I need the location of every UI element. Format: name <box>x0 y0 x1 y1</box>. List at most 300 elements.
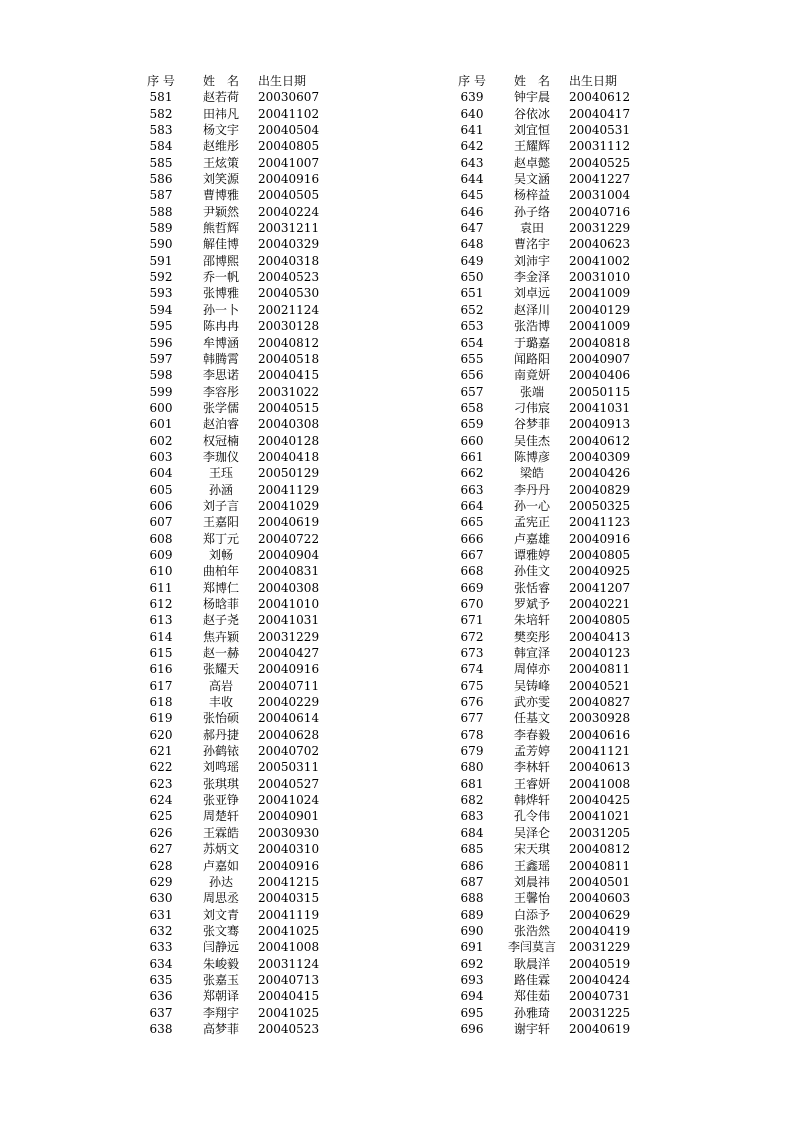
student-name: 张琪琪 <box>202 776 239 791</box>
serial-number: 667 <box>460 547 484 562</box>
birth-date: 20040925 <box>569 564 631 579</box>
serial-number: 680 <box>460 760 484 775</box>
student-name: 张嘉玉 <box>202 972 239 987</box>
student-name: 王嘉阳 <box>202 515 239 530</box>
student-name: 朱峻毅 <box>202 956 239 971</box>
birth-date: 20040916 <box>258 172 320 187</box>
birth-date: 20040315 <box>258 891 320 906</box>
student-name: 王炫策 <box>202 155 239 170</box>
student-name: 张亚铮 <box>202 793 239 808</box>
student-name: 朱培轩 <box>513 613 550 628</box>
serial-number: 639 <box>460 90 484 105</box>
birth-date: 20040916 <box>258 662 320 677</box>
birth-date: 20041207 <box>569 580 631 595</box>
birth-date: 20041025 <box>258 1005 320 1020</box>
birth-date: 20041029 <box>258 498 320 513</box>
serial-number: 581 <box>149 90 173 105</box>
student-name: 杨晗菲 <box>202 597 239 611</box>
serial-number: 652 <box>460 302 484 317</box>
student-name: 解佳博 <box>202 237 239 252</box>
birth-date: 20040310 <box>258 842 320 857</box>
birth-date: 20040519 <box>569 956 631 971</box>
birth-date: 20041025 <box>258 923 320 938</box>
student-name: 杨文宇 <box>202 123 239 138</box>
birth-date: 20040415 <box>258 989 320 1004</box>
birth-date: 20030930 <box>258 825 320 840</box>
student-name: 武亦雯 <box>513 695 550 710</box>
birth-date: 20041121 <box>569 744 631 759</box>
serial-number: 660 <box>460 433 484 448</box>
birth-date: 20040419 <box>569 923 631 938</box>
header-name: 姓 名 <box>202 74 239 88</box>
birth-date: 20040427 <box>258 646 320 661</box>
student-name: 谭雅婷 <box>513 547 550 562</box>
student-name: 赵泽川 <box>513 302 550 317</box>
birth-date: 20040425 <box>569 793 631 808</box>
student-name: 李闫莫言 <box>507 940 556 955</box>
birth-date: 20040129 <box>569 302 631 317</box>
serial-number: 689 <box>460 907 484 922</box>
birth-date: 20031112 <box>569 139 631 154</box>
student-name: 邵博熙 <box>202 253 239 268</box>
birth-date: 20041010 <box>258 597 320 611</box>
serial-number: 684 <box>460 825 484 840</box>
student-name: 赵维彤 <box>202 139 239 154</box>
serial-number: 679 <box>460 744 484 759</box>
serial-number: 607 <box>149 515 173 530</box>
birth-date: 20040123 <box>569 646 631 661</box>
serial-number: 584 <box>149 139 173 154</box>
student-name: 郑佳茹 <box>513 989 550 1004</box>
birth-date: 20021124 <box>258 302 320 317</box>
birth-date: 20031124 <box>258 956 320 971</box>
birth-date: 20040504 <box>258 123 320 138</box>
serial-number: 588 <box>149 204 173 219</box>
student-name: 杨梓益 <box>513 188 550 203</box>
student-name: 孔令伟 <box>513 809 550 824</box>
birth-date: 20040619 <box>569 1021 631 1036</box>
birth-date: 20031229 <box>258 629 320 644</box>
header-serial-number: 序 号 <box>147 74 175 88</box>
serial-number: 628 <box>149 858 173 873</box>
birth-date: 20040612 <box>569 433 631 448</box>
student-name: 王鑫瑶 <box>513 858 550 873</box>
birth-date: 20040415 <box>258 368 320 383</box>
student-name: 周思丞 <box>202 891 239 906</box>
serial-number: 594 <box>149 302 173 317</box>
birth-date: 20040505 <box>258 188 320 203</box>
serial-number: 661 <box>460 449 484 464</box>
student-name: 李丹丹 <box>513 482 550 497</box>
serial-number: 646 <box>460 204 484 219</box>
serial-number: 694 <box>460 989 484 1004</box>
student-name: 权冠楠 <box>202 433 239 448</box>
birth-date: 20040616 <box>569 727 631 742</box>
serial-number: 686 <box>460 858 484 873</box>
serial-number: 653 <box>460 319 484 334</box>
birth-date: 20040818 <box>569 335 631 350</box>
student-name: 刘宜恒 <box>513 123 550 138</box>
birth-date: 20040406 <box>569 368 631 383</box>
serial-number: 696 <box>460 1021 484 1036</box>
student-name: 刘鸣瑶 <box>202 760 239 775</box>
birth-date: 20040811 <box>569 662 631 677</box>
student-name: 孙一卜 <box>202 302 239 317</box>
student-name: 孙子络 <box>513 204 550 219</box>
serial-number: 673 <box>460 646 484 661</box>
student-name: 郑博仁 <box>202 580 239 595</box>
serial-number: 599 <box>149 384 173 399</box>
student-name: 周倬亦 <box>513 662 550 677</box>
serial-number: 625 <box>149 809 173 824</box>
birth-date: 20030128 <box>258 319 320 334</box>
serial-number: 670 <box>460 597 484 611</box>
birth-date: 20040224 <box>258 204 320 219</box>
birth-date: 20041008 <box>569 776 631 791</box>
birth-date: 20040904 <box>258 547 320 562</box>
student-name: 张端 <box>519 384 544 399</box>
serial-number: 613 <box>149 613 173 628</box>
student-name: 牟博涵 <box>202 335 239 350</box>
serial-number: 642 <box>460 139 484 154</box>
birth-date: 20040907 <box>569 351 631 366</box>
birth-date: 20031004 <box>569 188 631 203</box>
student-name: 于璐嘉 <box>513 335 550 350</box>
birth-date: 20040527 <box>258 776 320 791</box>
serial-number: 685 <box>460 842 484 857</box>
serial-number: 693 <box>460 972 484 987</box>
student-name: 刘晨祎 <box>513 874 550 889</box>
student-name: 田祎凡 <box>202 106 239 121</box>
student-name: 韩烨轩 <box>513 793 550 808</box>
serial-number: 671 <box>460 613 484 628</box>
student-name: 高梦菲 <box>202 1021 239 1036</box>
birth-date: 20040424 <box>569 972 631 987</box>
student-name: 李珈仪 <box>202 449 239 464</box>
birth-date: 20040128 <box>258 433 320 448</box>
serial-number: 612 <box>149 597 173 611</box>
birth-date: 20040713 <box>258 972 320 987</box>
student-name: 刘畅 <box>208 547 233 562</box>
serial-number: 614 <box>149 629 173 644</box>
birth-date: 20050311 <box>258 760 320 775</box>
birth-date: 20031211 <box>258 221 320 236</box>
student-name: 张耀天 <box>202 662 239 677</box>
student-name: 郑丁元 <box>202 531 239 546</box>
student-name: 宋天琪 <box>513 842 550 857</box>
serial-number: 627 <box>149 842 173 857</box>
student-name: 李林轩 <box>513 760 550 775</box>
serial-number: 629 <box>149 874 173 889</box>
serial-number: 657 <box>460 384 484 399</box>
serial-number: 585 <box>149 155 173 170</box>
birth-date: 20040308 <box>258 580 320 595</box>
birth-date: 20040523 <box>258 1021 320 1036</box>
serial-number: 595 <box>149 319 173 334</box>
birth-date: 20030607 <box>258 90 320 105</box>
serial-number: 677 <box>460 711 484 726</box>
serial-number: 645 <box>460 188 484 203</box>
serial-number: 586 <box>149 172 173 187</box>
serial-number: 658 <box>460 400 484 415</box>
serial-number: 678 <box>460 727 484 742</box>
serial-number: 640 <box>460 106 484 121</box>
birth-date: 20040812 <box>258 335 320 350</box>
birth-date: 20041021 <box>569 809 631 824</box>
student-name: 张恬睿 <box>513 580 550 595</box>
serial-number: 598 <box>149 368 173 383</box>
serial-number: 633 <box>149 940 173 955</box>
student-name: 孟宪正 <box>513 515 550 530</box>
serial-number: 674 <box>460 662 484 677</box>
student-name: 卢嘉雄 <box>513 531 550 546</box>
serial-number: 695 <box>460 1005 484 1020</box>
student-name: 韩腾霄 <box>202 351 239 366</box>
birth-date: 20040829 <box>569 482 631 497</box>
serial-number: 672 <box>460 629 484 644</box>
serial-number: 611 <box>149 580 173 595</box>
serial-number: 623 <box>149 776 173 791</box>
serial-number: 583 <box>149 123 173 138</box>
student-name: 孙一心 <box>513 498 550 513</box>
birth-date: 20040221 <box>569 597 631 611</box>
student-name: 王珏 <box>208 466 233 481</box>
student-name: 王耀辉 <box>513 139 550 154</box>
student-name: 赵泊睿 <box>202 417 239 432</box>
student-name: 郝丹捷 <box>202 727 239 742</box>
birth-date: 20040613 <box>569 760 631 775</box>
birth-date: 20040309 <box>569 449 631 464</box>
student-name: 乔一帆 <box>202 270 239 285</box>
student-name: 刘卓远 <box>513 286 550 301</box>
serial-number: 676 <box>460 695 484 710</box>
birth-date: 20031225 <box>569 1005 631 1020</box>
student-name: 孟芳婷 <box>513 744 550 759</box>
serial-number: 603 <box>149 449 173 464</box>
header-birth-date: 出生日期 <box>258 74 307 88</box>
serial-number: 602 <box>149 433 173 448</box>
student-name: 卢嘉如 <box>202 858 239 873</box>
serial-number: 651 <box>460 286 484 301</box>
birth-date: 20040805 <box>569 613 631 628</box>
student-name: 张文骞 <box>202 923 239 938</box>
birth-date: 20040523 <box>258 270 320 285</box>
birth-date: 20041031 <box>258 613 320 628</box>
serial-number: 619 <box>149 711 173 726</box>
student-name: 赵一赫 <box>202 646 239 661</box>
serial-number: 656 <box>460 368 484 383</box>
birth-date: 20040515 <box>258 400 320 415</box>
serial-number: 606 <box>149 498 173 513</box>
serial-number: 663 <box>460 482 484 497</box>
birth-date: 20041031 <box>569 400 631 415</box>
birth-date: 20040811 <box>569 858 631 873</box>
serial-number: 587 <box>149 188 173 203</box>
student-name: 陈博彦 <box>513 449 550 464</box>
student-name: 樊奕彤 <box>513 629 550 644</box>
birth-date: 20050129 <box>258 466 320 481</box>
serial-number: 582 <box>149 106 173 121</box>
birth-date: 20041119 <box>258 907 320 922</box>
birth-date: 20040426 <box>569 466 631 481</box>
birth-date: 20040629 <box>569 907 631 922</box>
serial-number: 590 <box>149 237 173 252</box>
serial-number: 655 <box>460 351 484 366</box>
birth-date: 20040702 <box>258 744 320 759</box>
birth-date: 20041129 <box>258 482 320 497</box>
birth-date: 20040525 <box>569 155 631 170</box>
student-name: 赵若荷 <box>202 90 239 105</box>
serial-number: 615 <box>149 646 173 661</box>
birth-date: 20040413 <box>569 629 631 644</box>
student-name: 曲柏年 <box>202 564 239 579</box>
student-name: 白添予 <box>513 907 550 922</box>
birth-date: 20040812 <box>569 842 631 857</box>
student-name: 张浩然 <box>513 923 550 938</box>
serial-number: 683 <box>460 809 484 824</box>
birth-date: 20041008 <box>258 940 320 955</box>
birth-date: 20040318 <box>258 253 320 268</box>
student-name: 李容彤 <box>202 384 239 399</box>
birth-date: 20040805 <box>258 139 320 154</box>
serial-number: 632 <box>149 923 173 938</box>
student-name: 钟宇晨 <box>513 90 550 105</box>
birth-date: 20041102 <box>258 106 320 121</box>
birth-date: 20040831 <box>258 564 320 579</box>
student-name: 王睿妍 <box>513 776 550 791</box>
serial-number: 643 <box>460 155 484 170</box>
student-name: 闻路阳 <box>513 351 550 366</box>
student-name: 王馨怡 <box>513 891 550 906</box>
student-name: 吴佳杰 <box>513 433 550 448</box>
serial-number: 600 <box>149 400 173 415</box>
student-name: 罗斌予 <box>513 597 550 611</box>
serial-number: 624 <box>149 793 173 808</box>
student-name: 周楚轩 <box>202 809 239 824</box>
student-name: 梁皓 <box>519 466 544 481</box>
serial-number: 681 <box>460 776 484 791</box>
serial-number: 617 <box>149 678 173 693</box>
student-name: 高岩 <box>208 678 233 693</box>
serial-number: 597 <box>149 351 173 366</box>
student-name: 张学儒 <box>202 400 239 415</box>
serial-number: 675 <box>460 678 484 693</box>
student-name: 曹博雅 <box>202 188 239 203</box>
student-name: 闫静远 <box>202 940 239 955</box>
student-name: 孙达 <box>208 874 233 889</box>
birth-date: 20041002 <box>569 253 631 268</box>
birth-date: 20040418 <box>258 449 320 464</box>
serial-number: 666 <box>460 531 484 546</box>
birth-date: 20040711 <box>258 678 320 693</box>
serial-number: 650 <box>460 270 484 285</box>
birth-date: 20041227 <box>569 172 631 187</box>
serial-number: 618 <box>149 695 173 710</box>
birth-date: 20031229 <box>569 940 631 955</box>
serial-number: 592 <box>149 270 173 285</box>
student-name: 焦卉颖 <box>202 629 239 644</box>
birth-date: 20041215 <box>258 874 320 889</box>
birth-date: 20040722 <box>258 531 320 546</box>
serial-number: 630 <box>149 891 173 906</box>
student-name: 刘子言 <box>202 498 239 513</box>
header-name: 姓 名 <box>513 74 550 88</box>
birth-date: 20041123 <box>569 515 631 530</box>
student-name: 袁田 <box>519 221 544 236</box>
student-name: 刘沛宇 <box>513 253 550 268</box>
serial-number: 608 <box>149 531 173 546</box>
birth-date: 20040614 <box>258 711 320 726</box>
student-name: 韩宣泽 <box>513 646 550 661</box>
birth-date: 20040518 <box>258 351 320 366</box>
serial-number: 635 <box>149 972 173 987</box>
serial-number: 682 <box>460 793 484 808</box>
serial-number: 664 <box>460 498 484 513</box>
student-name: 任基文 <box>513 711 550 726</box>
serial-number: 668 <box>460 564 484 579</box>
student-name: 赵子尧 <box>202 613 239 628</box>
student-name: 刘笑源 <box>202 172 239 187</box>
serial-number: 591 <box>149 253 173 268</box>
birth-date: 20050325 <box>569 498 631 513</box>
birth-date: 20040716 <box>569 204 631 219</box>
student-name: 李金泽 <box>513 270 550 285</box>
serial-number: 593 <box>149 286 173 301</box>
student-name: 南竟妍 <box>513 368 550 383</box>
student-name: 耿晨洋 <box>513 956 550 971</box>
student-name: 熊哲辉 <box>202 221 239 236</box>
student-name: 王霖皓 <box>202 825 239 840</box>
birth-date: 20041024 <box>258 793 320 808</box>
birth-date: 20031205 <box>569 825 631 840</box>
birth-date: 20040901 <box>258 809 320 824</box>
birth-date: 20040417 <box>569 106 631 121</box>
serial-number: 601 <box>149 417 173 432</box>
student-name: 曹洺宇 <box>513 237 550 252</box>
serial-number: 669 <box>460 580 484 595</box>
student-name: 谷梦菲 <box>513 417 550 432</box>
serial-number: 596 <box>149 335 173 350</box>
serial-number: 638 <box>149 1021 173 1036</box>
header-serial-number: 序 号 <box>458 74 486 88</box>
birth-date: 20040521 <box>569 678 631 693</box>
birth-date: 20041007 <box>258 155 320 170</box>
serial-number: 659 <box>460 417 484 432</box>
birth-date: 20040619 <box>258 515 320 530</box>
header-birth-date: 出生日期 <box>569 74 618 88</box>
student-name: 吴铸峰 <box>513 678 550 693</box>
serial-number: 636 <box>149 989 173 1004</box>
birth-date: 20031229 <box>569 221 631 236</box>
serial-number: 605 <box>149 482 173 497</box>
student-name: 张博雅 <box>202 286 239 301</box>
serial-number: 609 <box>149 547 173 562</box>
student-name: 李春毅 <box>513 727 550 742</box>
birth-date: 20040805 <box>569 547 631 562</box>
student-name: 李思诺 <box>202 368 239 383</box>
birth-date: 20050115 <box>569 384 631 399</box>
serial-number: 631 <box>149 907 173 922</box>
serial-number: 687 <box>460 874 484 889</box>
serial-number: 644 <box>460 172 484 187</box>
serial-number: 616 <box>149 662 173 677</box>
birth-date: 20040603 <box>569 891 631 906</box>
student-name: 刘文青 <box>202 907 239 922</box>
serial-number: 621 <box>149 744 173 759</box>
student-name: 刁伟宸 <box>513 400 550 415</box>
birth-date: 20040916 <box>569 531 631 546</box>
birth-date: 20040916 <box>258 858 320 873</box>
